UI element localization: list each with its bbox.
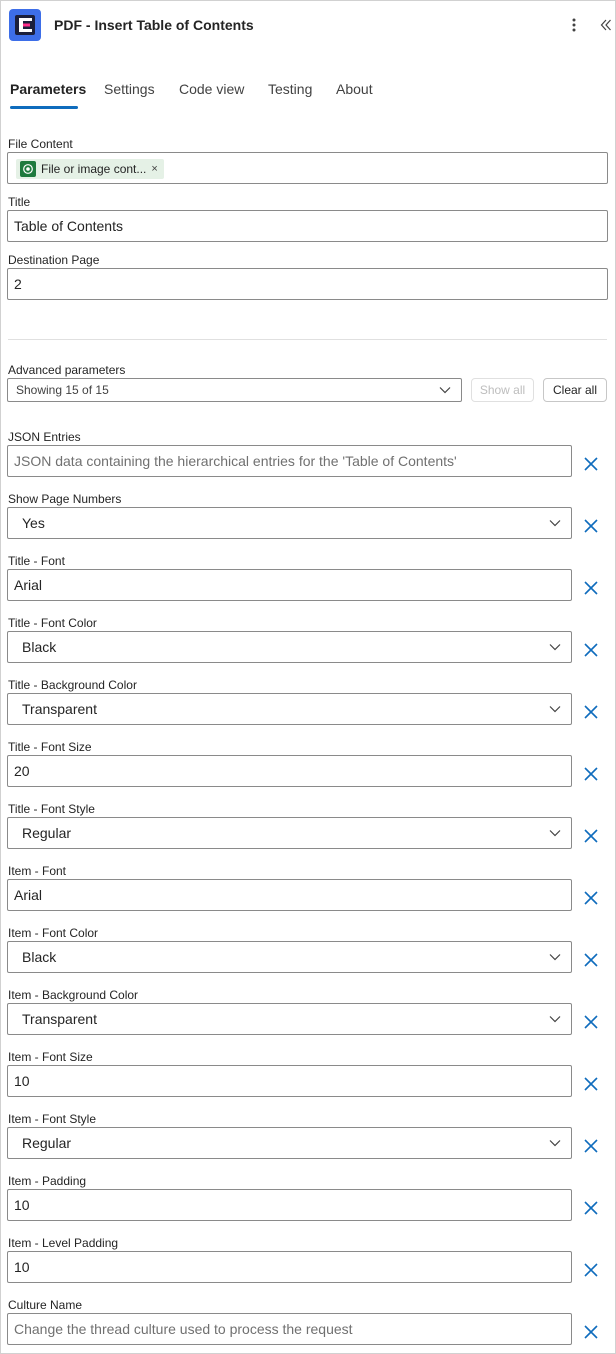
item-level-padding-input[interactable] [7, 1251, 572, 1283]
title-font-color-label: Title - Font Color [8, 616, 97, 630]
advanced-parameters-dropdown[interactable] [7, 378, 462, 402]
item-background-color-label: Item - Background Color [8, 988, 139, 1002]
item-level-padding-label: Item - Level Padding [8, 1236, 119, 1250]
action-title: PDF - Insert Table of Contents [54, 17, 254, 33]
item-font-color-value: Black [22, 949, 57, 965]
token-remove-icon[interactable]: × [151, 163, 158, 175]
chevron-down-icon [549, 829, 561, 837]
file-content-label: File Content [8, 137, 73, 151]
title-font-style-label: Title - Font Style [8, 802, 95, 816]
dynamic-content-token[interactable] [16, 159, 164, 179]
item-font-style-value: Regular [22, 1135, 72, 1151]
section-divider [8, 339, 607, 340]
title-font-size-value: 20 [14, 763, 30, 779]
culture-name-label: Culture Name [8, 1298, 83, 1312]
chevron-down-icon [439, 386, 451, 394]
culture-name-placeholder: Change the thread culture used to process the request [14, 1321, 353, 1337]
item-padding-value: 10 [14, 1197, 30, 1213]
title-font-style-value: Regular [22, 825, 72, 841]
remove-culture-name-icon[interactable] [582, 1323, 600, 1341]
item-font-color-label: Item - Font Color [8, 926, 99, 940]
remove-title-font-icon[interactable] [582, 579, 600, 597]
chevron-down-icon [549, 643, 561, 651]
show-page-numbers-dropdown[interactable] [7, 507, 572, 539]
show-all-button[interactable]: Show all [471, 378, 534, 402]
remove-json-entries-icon[interactable] [582, 455, 600, 473]
show-page-numbers-value: Yes [22, 515, 45, 531]
json-entries-label: JSON Entries [8, 430, 81, 444]
title-font-label: Title - Font [8, 554, 65, 568]
token-label: File or image cont... [41, 162, 147, 176]
item-background-color-dropdown[interactable] [7, 1003, 572, 1035]
title-font-size-input[interactable] [7, 755, 572, 787]
item-font-value: Arial [14, 887, 43, 903]
remove-item-level-padding-icon[interactable] [582, 1261, 600, 1279]
title-input[interactable]: Table of Contents [7, 210, 608, 242]
json-entries-input[interactable] [7, 445, 572, 477]
double-chevron-left-icon[interactable] [597, 14, 615, 36]
destination-page-input[interactable]: 2 [7, 268, 608, 300]
title-font-size-label: Title - Font Size [8, 740, 92, 754]
item-font-style-label: Item - Font Style [8, 1112, 97, 1126]
panel-header [0, 0, 616, 52]
sharepoint-icon [20, 161, 36, 177]
item-font-size-label: Item - Font Size [8, 1050, 93, 1064]
item-font-style-dropdown[interactable] [7, 1127, 572, 1159]
more-vertical-icon[interactable] [566, 14, 582, 36]
remove-title-font-size-icon[interactable] [582, 765, 600, 783]
remove-item-background-color-icon[interactable] [582, 1013, 600, 1031]
item-font-color-dropdown[interactable] [7, 941, 572, 973]
remove-item-font-size-icon[interactable] [582, 1075, 600, 1093]
item-background-color-value: Transparent [22, 1011, 97, 1027]
remove-show-page-numbers-icon[interactable] [582, 517, 600, 535]
item-font-label: Item - Font [8, 864, 67, 878]
item-font-input[interactable] [7, 879, 572, 911]
item-level-padding-value: 10 [14, 1259, 30, 1275]
item-padding-input[interactable] [7, 1189, 572, 1221]
remove-item-font-icon[interactable] [582, 889, 600, 907]
title-font-input[interactable] [7, 569, 572, 601]
tab-parameters[interactable]: Parameters [10, 81, 87, 97]
remove-title-font-style-icon[interactable] [582, 827, 600, 845]
show-page-numbers-label: Show Page Numbers [8, 492, 122, 506]
remove-item-padding-icon[interactable] [582, 1199, 600, 1217]
chevron-down-icon [549, 953, 561, 961]
title-background-color-dropdown[interactable] [7, 693, 572, 725]
clear-all-button[interactable]: Clear all [543, 378, 607, 402]
active-tab-indicator [10, 106, 78, 109]
remove-item-font-color-icon[interactable] [582, 951, 600, 969]
tab-bar [0, 76, 616, 112]
advanced-parameters-label: Advanced parameters [8, 363, 126, 377]
title-font-color-value: Black [22, 639, 57, 655]
tab-code-view[interactable]: Code view [179, 81, 245, 97]
item-font-size-value: 10 [14, 1073, 30, 1089]
file-content-field[interactable] [7, 152, 608, 184]
remove-item-font-style-icon[interactable] [582, 1137, 600, 1155]
title-font-style-dropdown[interactable] [7, 817, 572, 849]
remove-title-background-color-icon[interactable] [582, 703, 600, 721]
chevron-down-icon [549, 1139, 561, 1147]
item-padding-label: Item - Padding [8, 1174, 87, 1188]
json-entries-placeholder: JSON data containing the hierarchical entries for the 'Table of Contents' [14, 453, 457, 469]
title-background-color-value: Transparent [22, 701, 97, 717]
culture-name-input[interactable] [7, 1313, 572, 1345]
title-font-value: Arial [14, 577, 43, 593]
tab-settings[interactable]: Settings [104, 81, 155, 97]
item-font-size-input[interactable] [7, 1065, 572, 1097]
remove-title-font-color-icon[interactable] [582, 641, 600, 659]
title-background-color-label: Title - Background Color [8, 678, 137, 692]
title-label: Title [8, 195, 31, 209]
tab-about[interactable]: About [336, 81, 373, 97]
chevron-down-icon [549, 705, 561, 713]
chevron-down-icon [549, 519, 561, 527]
advanced-parameters-value: Showing 15 of 15 [16, 383, 109, 397]
tab-testing[interactable]: Testing [268, 81, 313, 97]
destination-page-label: Destination Page [8, 253, 100, 267]
encodian-logo-icon [9, 9, 41, 41]
chevron-down-icon [549, 1015, 561, 1023]
title-font-color-dropdown[interactable] [7, 631, 572, 663]
